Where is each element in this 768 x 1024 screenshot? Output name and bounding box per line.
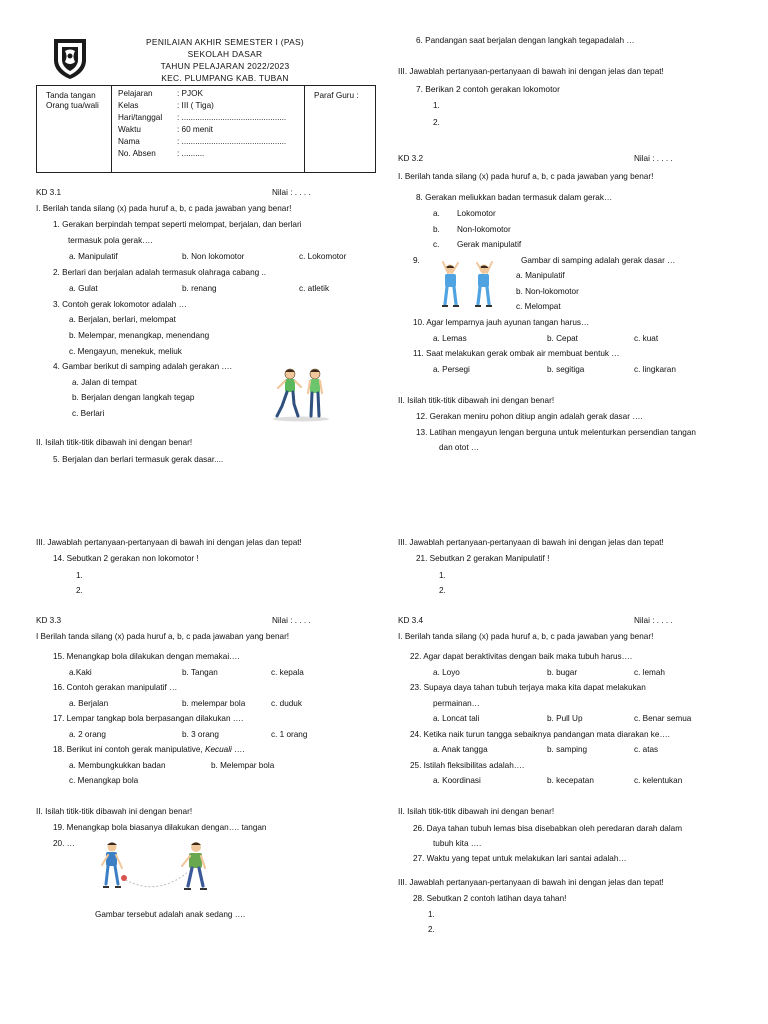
header-line-3: TAHUN PELAJARAN 2022/2023	[160, 61, 290, 71]
q9-text: Gambar di samping adalah gerak dasar …	[521, 256, 676, 265]
q6-text: 6. Pandangan saat berjalan dengan langkah tegapadalah …	[416, 36, 635, 45]
q17-text: 17. Lempar tangkap bola berpasangan dilakukan ….	[53, 714, 244, 723]
q7-answer-1: 1.	[433, 101, 440, 110]
q15-option-b: b. Tangan	[182, 668, 218, 677]
q21-answer-2: 2.	[439, 586, 446, 595]
q26-text: 26. Daya tahan tubuh lemas bisa disebabkan oleh peredaran darah dalam	[413, 824, 683, 833]
kd34-title: KD 3.4	[398, 616, 424, 625]
q22-text: 22. Agar dapat beraktivitas dengan baik maka tubuh harus….	[410, 652, 633, 661]
children-catching-ball-illustration	[96, 838, 214, 896]
kd31-section-1: I. Berilah tanda silang (x) pada huruf a, b, c pada jawaban yang benar!	[36, 204, 292, 213]
kd33-title: KD 3.3	[36, 616, 62, 625]
q18-text	[53, 745, 245, 754]
q15-option-c: c. kepala	[271, 668, 304, 677]
q10-option-c: c. kuat	[634, 334, 659, 343]
right-section-3: III. Jawablah pertanyaan-pertanyaan di bawah ini dengan jelas dan tepat!	[398, 67, 664, 76]
kd34-section-2: II. Isilah titik-titik dibawah ini dengan benar!	[398, 807, 555, 816]
q25-option-a: a. Koordinasi	[433, 776, 481, 785]
q12-text: 12. Gerakan meniru pohon ditiup angin adalah gerak dasar ….	[416, 412, 643, 421]
info-value-date: : ..............................................	[177, 113, 287, 122]
q3-option-b: b. Melempar, menangkap, menendang	[69, 331, 210, 340]
q14-answer-2: 2.	[76, 586, 83, 595]
q8-text: 8. Gerakan meliukkan badan termasuk dalam gerak…	[416, 193, 613, 202]
q24-text: 24. Ketika naik turun tangga sebaiknya pandangan mata diarakan ke….	[410, 730, 670, 739]
q5-text: 5. Berjalan dan berlari termasuk gerak dasar....	[53, 455, 224, 464]
q9-option-c: c. Melompat	[516, 302, 561, 311]
info-label-subject: Pelajaran	[118, 89, 153, 98]
info-table-divider-1	[111, 85, 112, 173]
q1-option-a: a. Manipulatif	[69, 252, 118, 261]
q10-option-a: a. Lemas	[433, 334, 467, 343]
kd34-section-3: III. Jawablah pertanyaan-pertanyaan di bawah ini dengan jelas dan tepat!	[398, 878, 664, 887]
children-walking-illustration	[270, 366, 332, 422]
q25-option-b: b. kecepatan	[547, 776, 594, 785]
q11-option-c: c. lingkaran	[634, 365, 676, 374]
q23-text: 23. Supaya daya tahan tubuh terjaya maka kita dapat melakukan	[410, 683, 646, 692]
q2-text: 2. Berlari dan berjalan adalah termasuk olahraga cabang ..	[53, 268, 267, 277]
q23-option-b: b. Pull Up	[547, 714, 583, 723]
kd32-section-2: II. Isilah titik-titik dibawah ini dengan benar!	[398, 396, 555, 405]
info-label-time: Waktu	[118, 125, 141, 134]
q18-text-end: ….	[231, 745, 245, 754]
q8-option-c: Gerak manipulatif	[457, 240, 522, 249]
q27-text: 27. Waktu yang tepat untuk melakukan lari santai adalah…	[413, 854, 627, 863]
q23-option-a: a. Loncat tali	[433, 714, 480, 723]
info-value-number: : ..........	[177, 149, 205, 158]
header-line-1: PENILAIAN AKHIR SEMESTER I (PAS)	[146, 37, 304, 47]
kd32-title: KD 3.2	[398, 154, 424, 163]
left-section-3: III. Jawablah pertanyaan-pertanyaan di bawah ini dengan jelas dan tepat!	[36, 538, 302, 547]
q1-option-c: c. Lokomotor	[299, 252, 347, 261]
q4-text: 4. Gambar berikut di samping adalah gerakan ….	[53, 362, 232, 371]
kd31-title: KD 3.1	[36, 188, 62, 197]
q2-option-c: c. atletik	[299, 284, 330, 293]
q22-option-c: c. lemah	[634, 668, 665, 677]
header-line-2: SEKOLAH DASAR	[187, 49, 263, 59]
q2-option-a: a. Gulat	[69, 284, 98, 293]
q11-text: 11. Saat melakukan gerak ombak air membuat bentuk …	[413, 349, 620, 358]
q11-option-b: b. segitiga	[547, 365, 585, 374]
q2-option-b: b. renang	[182, 284, 217, 293]
q8-option-a: Lokomotor	[457, 209, 496, 218]
q18-option-b: b. Melempar bola	[211, 761, 275, 770]
q7-answer-2: 2.	[433, 118, 440, 127]
q21-text: 21. Sebutkan 2 gerakan Manipulatif !	[416, 554, 550, 563]
kd34-section-1: I. Berilah tanda silang (x) pada huruf a, b, c pada jawaban yang benar!	[398, 632, 654, 641]
info-label-date: Hari/tanggal	[118, 113, 163, 122]
q16-option-b: b. melempar bola	[182, 699, 246, 708]
q1-text: 1. Gerakan berpindah tempat seperti melompat, berjalan, dan berlari	[53, 220, 302, 229]
q24-option-c: c. atas	[634, 745, 659, 754]
q18-text-main: 18. Berikut ini contoh gerak manipulative,	[53, 745, 203, 754]
q1-option-b: b. Non lokomotor	[182, 252, 245, 261]
q9-number: 9.	[413, 256, 420, 265]
q22-option-a: a. Loyo	[433, 668, 460, 677]
kd31-score: Nilai : . . . .	[272, 188, 311, 197]
children-bending-illustration	[434, 260, 500, 310]
q3-option-c: c. Mengayun, menekuk, meliuk	[69, 347, 182, 356]
q18-option-a: a. Membungkukkan badan	[69, 761, 166, 770]
q3-option-a: a. Berjalan, berlari, melompat	[69, 315, 176, 324]
q7-text: 7. Berikan 2 contoh gerakan lokomotor	[416, 84, 560, 94]
q25-option-c: c. kelentukan	[634, 776, 683, 785]
q13-text: 13. Latihan mengayun lengan berguna untuk melenturkan persendian tangan	[416, 428, 696, 437]
q18-except-word: Kecuali	[205, 745, 232, 754]
q4-option-b: b. Berjalan dengan langkah tegap	[72, 393, 195, 402]
q18-option-c: c. Menangkap bola	[69, 776, 139, 785]
q4-option-a: a. Jalan di tempat	[72, 378, 137, 387]
q8-option-a-letter: a.	[433, 209, 440, 218]
q16-option-c: c. duduk	[271, 699, 302, 708]
q14-answer-1: 1.	[76, 571, 83, 580]
q11-option-a: a. Persegi	[433, 365, 470, 374]
q1-text-2: termasuk pola gerak….	[68, 236, 153, 245]
parent-signature-label: Tanda tangan	[46, 91, 96, 100]
q26-text-2: tubuh kita ….	[433, 839, 482, 848]
q13-text-2: dan otot …	[439, 443, 480, 452]
info-label-class: Kelas	[118, 101, 139, 110]
q8-option-c-letter: c.	[433, 240, 440, 249]
q17-option-b: b. 3 orang	[182, 730, 219, 739]
kd32-score: Nilai : . . . .	[634, 154, 673, 163]
info-label-number: No. Absen	[118, 149, 156, 158]
q28-answer-1: 1.	[428, 910, 435, 919]
q20-image-caption: Gambar tersebut adalah anak sedang ….	[95, 910, 246, 919]
q9-option-a: a. Manipulatif	[516, 271, 565, 280]
info-value-subject: : PJOK	[177, 89, 203, 98]
q17-option-a: a. 2 orang	[69, 730, 106, 739]
q23-option-c: c. Benar semua	[634, 714, 692, 723]
q4-option-c: c. Berlari	[72, 409, 105, 418]
q14-text: 14. Sebutkan 2 gerakan non lokomotor !	[53, 554, 199, 563]
kd34-score: Nilai : . . . .	[634, 616, 673, 625]
info-label-name: Nama	[118, 137, 140, 146]
q24-option-a: a. Anak tangga	[433, 745, 488, 754]
q17-option-c: c. 1 orang	[271, 730, 308, 739]
q23-text-2: permainan…	[433, 699, 480, 708]
q15-text: 15. Menangkap bola dilakukan dengan memakai….	[53, 652, 240, 661]
q28-answer-2: 2.	[428, 925, 435, 934]
kd33-section-2: II. Isilah titik-titik dibawah ini dengan benar!	[36, 807, 193, 816]
q8-option-b-letter: b.	[433, 225, 440, 234]
header-line-4: KEC. PLUMPANG KAB. TUBAN	[161, 73, 289, 83]
school-logo-icon	[50, 36, 90, 80]
q28-text: 28. Sebutkan 2 contoh latihan daya tahan!	[413, 894, 567, 903]
right-section-3b: III. Jawablah pertanyaan-pertanyaan di bawah ini dengan jelas dan tepat!	[398, 538, 664, 547]
info-value-class: : III ( Tiga)	[177, 101, 214, 110]
q19-text: 19. Menangkap bola biasanya dilakukan dengan…. tangan	[53, 823, 267, 832]
q22-option-b: b. bugar	[547, 668, 578, 677]
q10-option-b: b. Cepat	[547, 334, 578, 343]
parent-signature-label-2: Orang tua/wali	[46, 101, 99, 110]
q25-text: 25. Istilah fleksibilitas adalah….	[410, 761, 525, 770]
q15-option-a: a.Kaki	[69, 668, 92, 677]
q16-option-a: a. Berjalan	[69, 699, 109, 708]
kd33-section-1: I Berilah tanda silang (x) pada huruf a, b, c pada jawaban yang benar!	[36, 632, 290, 641]
q10-text: 10. Agar lemparnya jauh ayunan tangan harus…	[413, 318, 590, 327]
q9-option-b: b. Non-lokomotor	[516, 287, 579, 296]
kd31-section-2: II. Isilah titik-titik dibawah ini dengan benar!	[36, 438, 193, 447]
q20-text: 20. …	[53, 839, 75, 848]
info-value-name: : ..............................................	[177, 137, 287, 146]
q3-text: 3. Contoh gerak lokomotor adalah …	[53, 300, 187, 309]
kd32-section-1: I. Berilah tanda silang (x) pada huruf a, b, c pada jawaban yang benar!	[398, 172, 654, 181]
kd33-score: Nilai : . . . .	[272, 616, 311, 625]
q21-answer-1: 1.	[439, 571, 446, 580]
info-value-time: : 60 menit	[177, 125, 213, 134]
q16-text: 16. Contoh gerakan manipulatif …	[53, 683, 178, 692]
info-table-divider-2	[304, 85, 305, 173]
q24-option-b: b. samping	[547, 745, 588, 754]
teacher-signature-label: Paraf Guru :	[314, 91, 359, 100]
q8-option-b: Non-lokomotor	[457, 225, 511, 234]
